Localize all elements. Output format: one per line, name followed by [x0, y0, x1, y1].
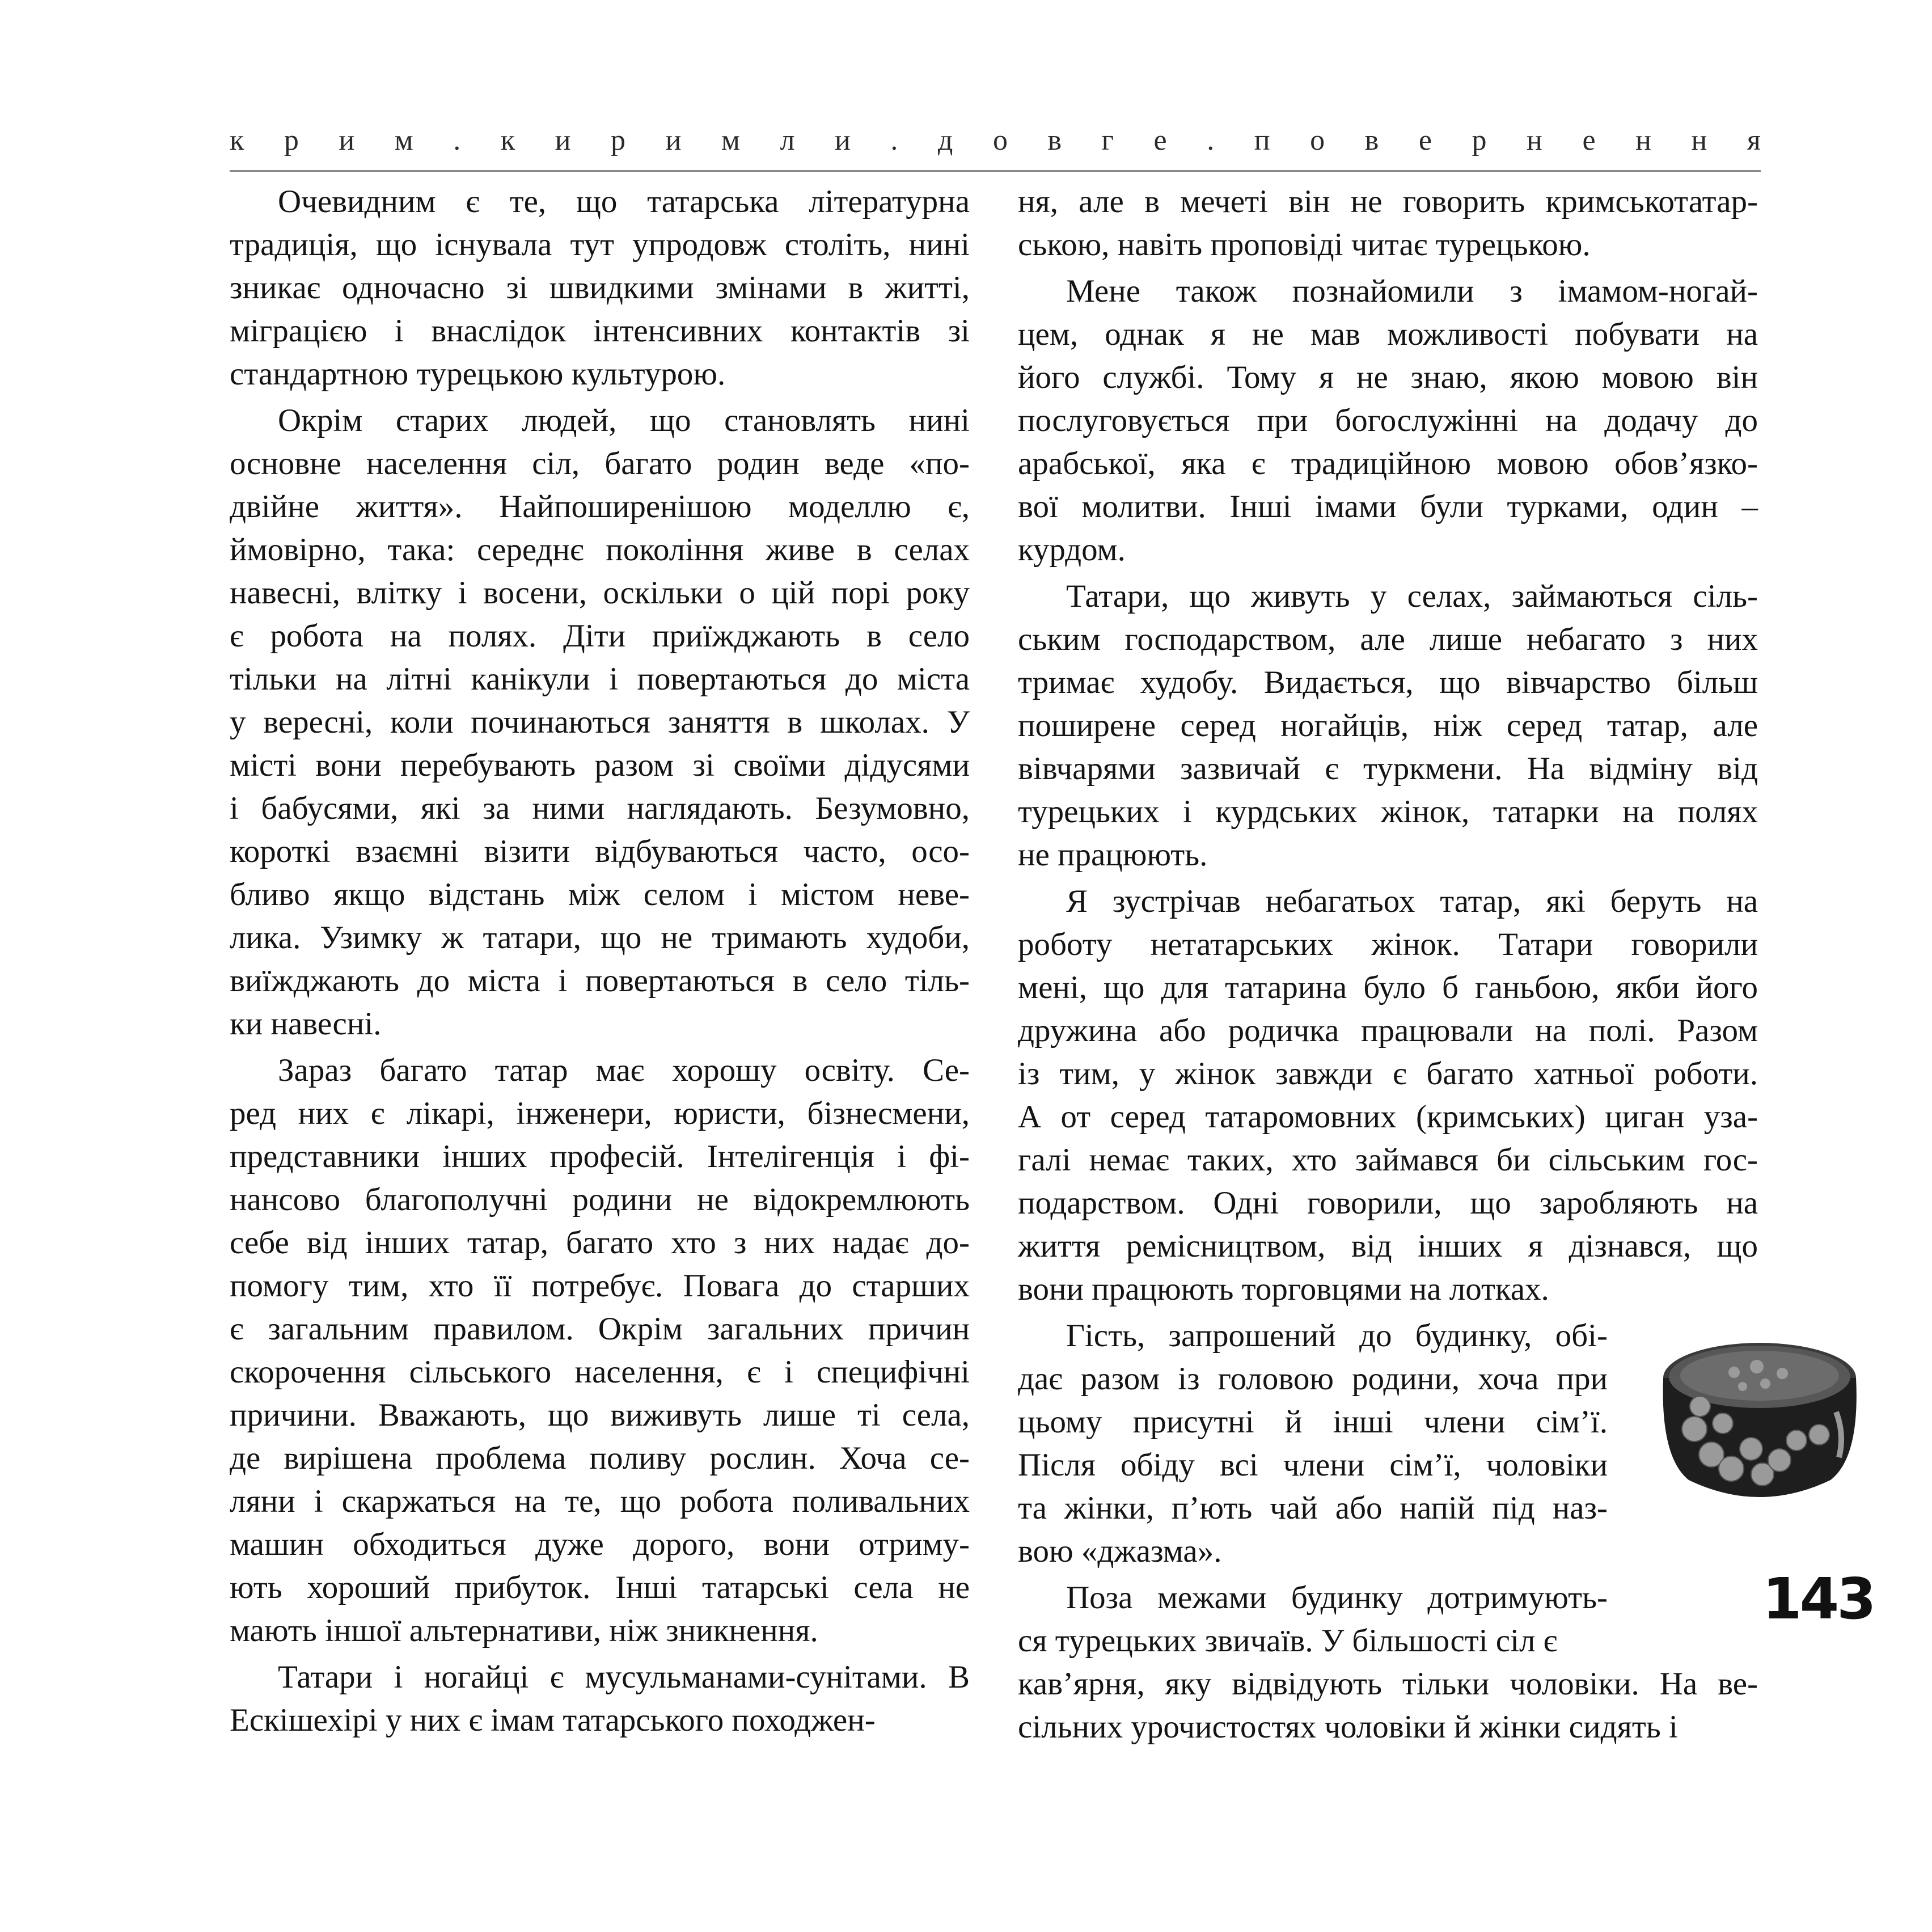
paragraph — [230, 1656, 970, 1742]
text-line: скорочення сільського населення, є і специфічні — [230, 1354, 970, 1390]
text-line: мають іншої альтернативи, ніж зникнення. — [230, 1613, 818, 1648]
text-line: ляни і скаржаться на те, що робота поливальних — [230, 1483, 970, 1519]
text-line: місті вони перебувають разом зі своїми дідусями — [230, 747, 970, 783]
running-head-letter: е — [1153, 124, 1167, 157]
text-line: ня, але в мечеті він не говорить кримськотатар- — [1018, 184, 1758, 219]
text-line: лика. Узимку ж татари, що не тримають худоби, — [230, 920, 970, 956]
text-line: та жінки, п’ють чай або напій під наз- — [1018, 1490, 1608, 1526]
running-head-letter: р — [1472, 124, 1487, 157]
text-line: турецьких і курдських жінок, татарки на полях — [1018, 794, 1758, 830]
text-line: сільних урочистостях чоловіки й жінки сидять і — [1018, 1709, 1678, 1745]
text-line: Мене також познайомили з імамом-ногай- — [1066, 273, 1758, 309]
paragraph — [230, 180, 970, 396]
paragraph — [1018, 880, 1758, 1311]
text-line: галі немає таких, хто займався би сільським гос- — [1018, 1142, 1758, 1178]
text-line: ся турецьких звичаїв. У більшості сіл є — [1018, 1623, 1558, 1659]
running-head-letter: д — [937, 124, 953, 157]
text-line: ють хороший прибуток. Інші татарські села не — [230, 1570, 970, 1605]
running-head-letter: и — [834, 124, 851, 157]
text-line: машин обходиться дуже дорого, вони отриму- — [230, 1527, 970, 1562]
running-head-letter: я — [1747, 124, 1761, 157]
paragraph — [1018, 1576, 1608, 1663]
text-line: є робота на полях. Діти приїжджають в село — [230, 618, 970, 654]
running-head — [230, 124, 1761, 158]
running-head-letter: к — [230, 124, 244, 157]
text-line: поширене серед ногайців, ніж серед татар, але — [1018, 708, 1758, 743]
text-line: Окрім старих людей, що становлять нині — [278, 403, 970, 438]
running-head-letter: н — [1635, 124, 1651, 157]
text-line: Ескішехірі у них є імам татарського походжен- — [230, 1702, 876, 1738]
running-head-letter: и — [339, 124, 355, 157]
text-line: тримає худобу. Видається, що вівчарство більш — [1018, 665, 1758, 700]
text-line: короткі взаємні візити відбуваються часто, осо- — [230, 834, 970, 869]
running-head-letter: к — [500, 124, 515, 157]
text-line: Татари, що живуть у селах, займаються сіль- — [1066, 578, 1758, 614]
text-line: Татари і ногайці є мусульманами-сунітами. В — [278, 1659, 970, 1695]
running-head-letter: р — [611, 124, 626, 157]
running-head-letter: . — [890, 124, 898, 157]
text-line: виїжджають до міста і повертаються в село тіль- — [230, 963, 970, 999]
text-line: Поза межами будинку дотримують- — [1066, 1580, 1608, 1616]
paragraph-continuation — [1018, 1663, 1758, 1749]
paragraph — [230, 1049, 970, 1652]
text-line: вої молитви. Інші імами були турками, один – — [1018, 489, 1758, 525]
text-line: життя ремісництвом, від інших я дізнався, що — [1018, 1228, 1758, 1264]
running-head-letter: н — [1527, 124, 1542, 157]
text-line: бливо якщо відстань між селом і містом неве- — [230, 877, 970, 912]
text-line: цем, однак я не мав можливості побувати на — [1018, 316, 1758, 352]
text-line: роботу нетатарських жінок. Татари говорили — [1018, 927, 1758, 962]
running-head-letter: в — [1364, 124, 1379, 157]
text-line: вони працюють торговцями на лотках. — [1018, 1271, 1549, 1307]
text-line: основне населення сіл, багато родин веде «по- — [230, 446, 970, 481]
running-head-letter: . — [453, 124, 461, 157]
paragraph — [1018, 180, 1758, 267]
text-line: цьому присутні й інші члени сім’ї. — [1018, 1404, 1608, 1440]
running-head-letter: м — [721, 124, 740, 157]
running-head-letter: м — [394, 124, 413, 157]
running-head-letter: о — [992, 124, 1008, 157]
text-line: не працюють. — [1018, 837, 1208, 873]
text-line: Гість, запрошений до будинку, обі- — [1066, 1318, 1608, 1354]
running-head-letter: е — [1582, 124, 1596, 157]
text-line: стандартною турецькою культурою. — [230, 356, 726, 392]
running-head-letter: п — [1254, 124, 1270, 157]
text-line: курдом. — [1018, 532, 1126, 568]
text-line: Очевидним є те, що татарська літературна — [278, 184, 970, 219]
paragraph — [1018, 270, 1758, 572]
text-line: його службі. Тому я не знаю, якою мовою він — [1018, 360, 1758, 395]
text-line: є загальним правилом. Окрім загальних причин — [230, 1311, 970, 1347]
text-line: Я зустрічав небагатьох татар, які беруть на — [1066, 883, 1758, 919]
text-line: ймовірно, така: середнє покоління живе в селах — [230, 532, 970, 568]
paragraph — [230, 399, 970, 1046]
text-line: традиція, що існувала тут упродовж століть, нині — [230, 227, 970, 263]
running-head-letter: и — [665, 124, 682, 157]
text-line: дружина або родичка працювали на полі. Разом — [1018, 1013, 1758, 1049]
text-line: міграцією і внаслідок інтенсивних контактів зі — [230, 313, 970, 349]
text-line: Після обіду всі члени сім’ї, чоловіки — [1018, 1447, 1608, 1483]
text-line: послуговується при богослужінні на додачу до — [1018, 403, 1758, 438]
text-line: у вересні, коли починаються заняття в школах. У — [230, 704, 970, 740]
text-line: і бабусями, які за ними наглядають. Безумовно, — [230, 790, 970, 826]
text-line: ки навесні. — [230, 1006, 382, 1042]
paragraph — [1018, 1314, 1608, 1573]
text-line: де вирішена проблема поливу рослин. Хоча се- — [230, 1440, 970, 1476]
running-head-letter: е — [1418, 124, 1432, 157]
text-line: помогу тим, хто її потребує. Повага до старших — [230, 1268, 970, 1304]
running-head-letter: в — [1047, 124, 1062, 157]
text-line: дає разом із головою родини, хоча при — [1018, 1361, 1608, 1397]
text-line: мені, що для татарина було б ганьбою, якби його — [1018, 970, 1758, 1005]
text-line: Зараз багато татар має хорошу освіту. Се- — [278, 1052, 970, 1088]
running-head-letter: н — [1691, 124, 1707, 157]
left-column — [230, 180, 970, 1745]
text-line: ред них є лікарі, інженери, юристи, бізнесмени, — [230, 1096, 970, 1131]
right-column — [1018, 180, 1758, 1752]
text-line: із тим, у жінок завжди є багато хатньої роботи. — [1018, 1056, 1758, 1092]
text-line: тільки на літні канікули і повертаються до міста — [230, 661, 970, 697]
text-line: ською, навіть проповіді читає турецькою. — [1018, 227, 1591, 263]
text-line: навесні, влітку і восени, оскільки о цій порі року — [230, 575, 970, 611]
text-line: представники інших професій. Інтелігенція і фі- — [230, 1139, 970, 1174]
text-line: зникає одночасно зі швидкими змінами в житті, — [230, 270, 970, 306]
text-line: А от серед татаромовних (кримських) циган уза- — [1018, 1099, 1758, 1135]
text-line: причини. Вважають, що виживуть лише ті села, — [230, 1397, 970, 1433]
header-rule — [230, 170, 1761, 172]
running-head-letter: р — [284, 124, 299, 157]
text-line: арабської, яка є традиційною мовою обов’язко- — [1018, 446, 1758, 481]
text-line: ським господарством, але лише небагато з них — [1018, 622, 1758, 657]
text-line: себе від інших татар, багато хто з них надає до- — [230, 1225, 970, 1261]
fez-hat-image — [1649, 1327, 1870, 1508]
text-line: вівчарями зазвичай є туркмени. На відміну від — [1018, 751, 1758, 787]
paragraph — [1018, 575, 1758, 877]
running-head-letter: о — [1310, 124, 1325, 157]
running-head-letter: . — [1207, 124, 1215, 157]
text-line: двійне життя». Найпоширенішою моделлю є, — [230, 489, 970, 525]
text-line: кав’ярня, яку відвідують тільки чоловіки. На ве- — [1018, 1666, 1758, 1702]
text-line: подарством. Одні говорили, що заробляють на — [1018, 1185, 1758, 1221]
running-head-letter: л — [780, 124, 795, 157]
text-line: вою «джазма». — [1018, 1533, 1222, 1569]
running-head-letter: г — [1101, 124, 1114, 157]
page-number: 143 — [1762, 1566, 1874, 1632]
running-head-letter: и — [555, 124, 571, 157]
text-line: нансово благополучні родини не відокремлюють — [230, 1182, 970, 1217]
